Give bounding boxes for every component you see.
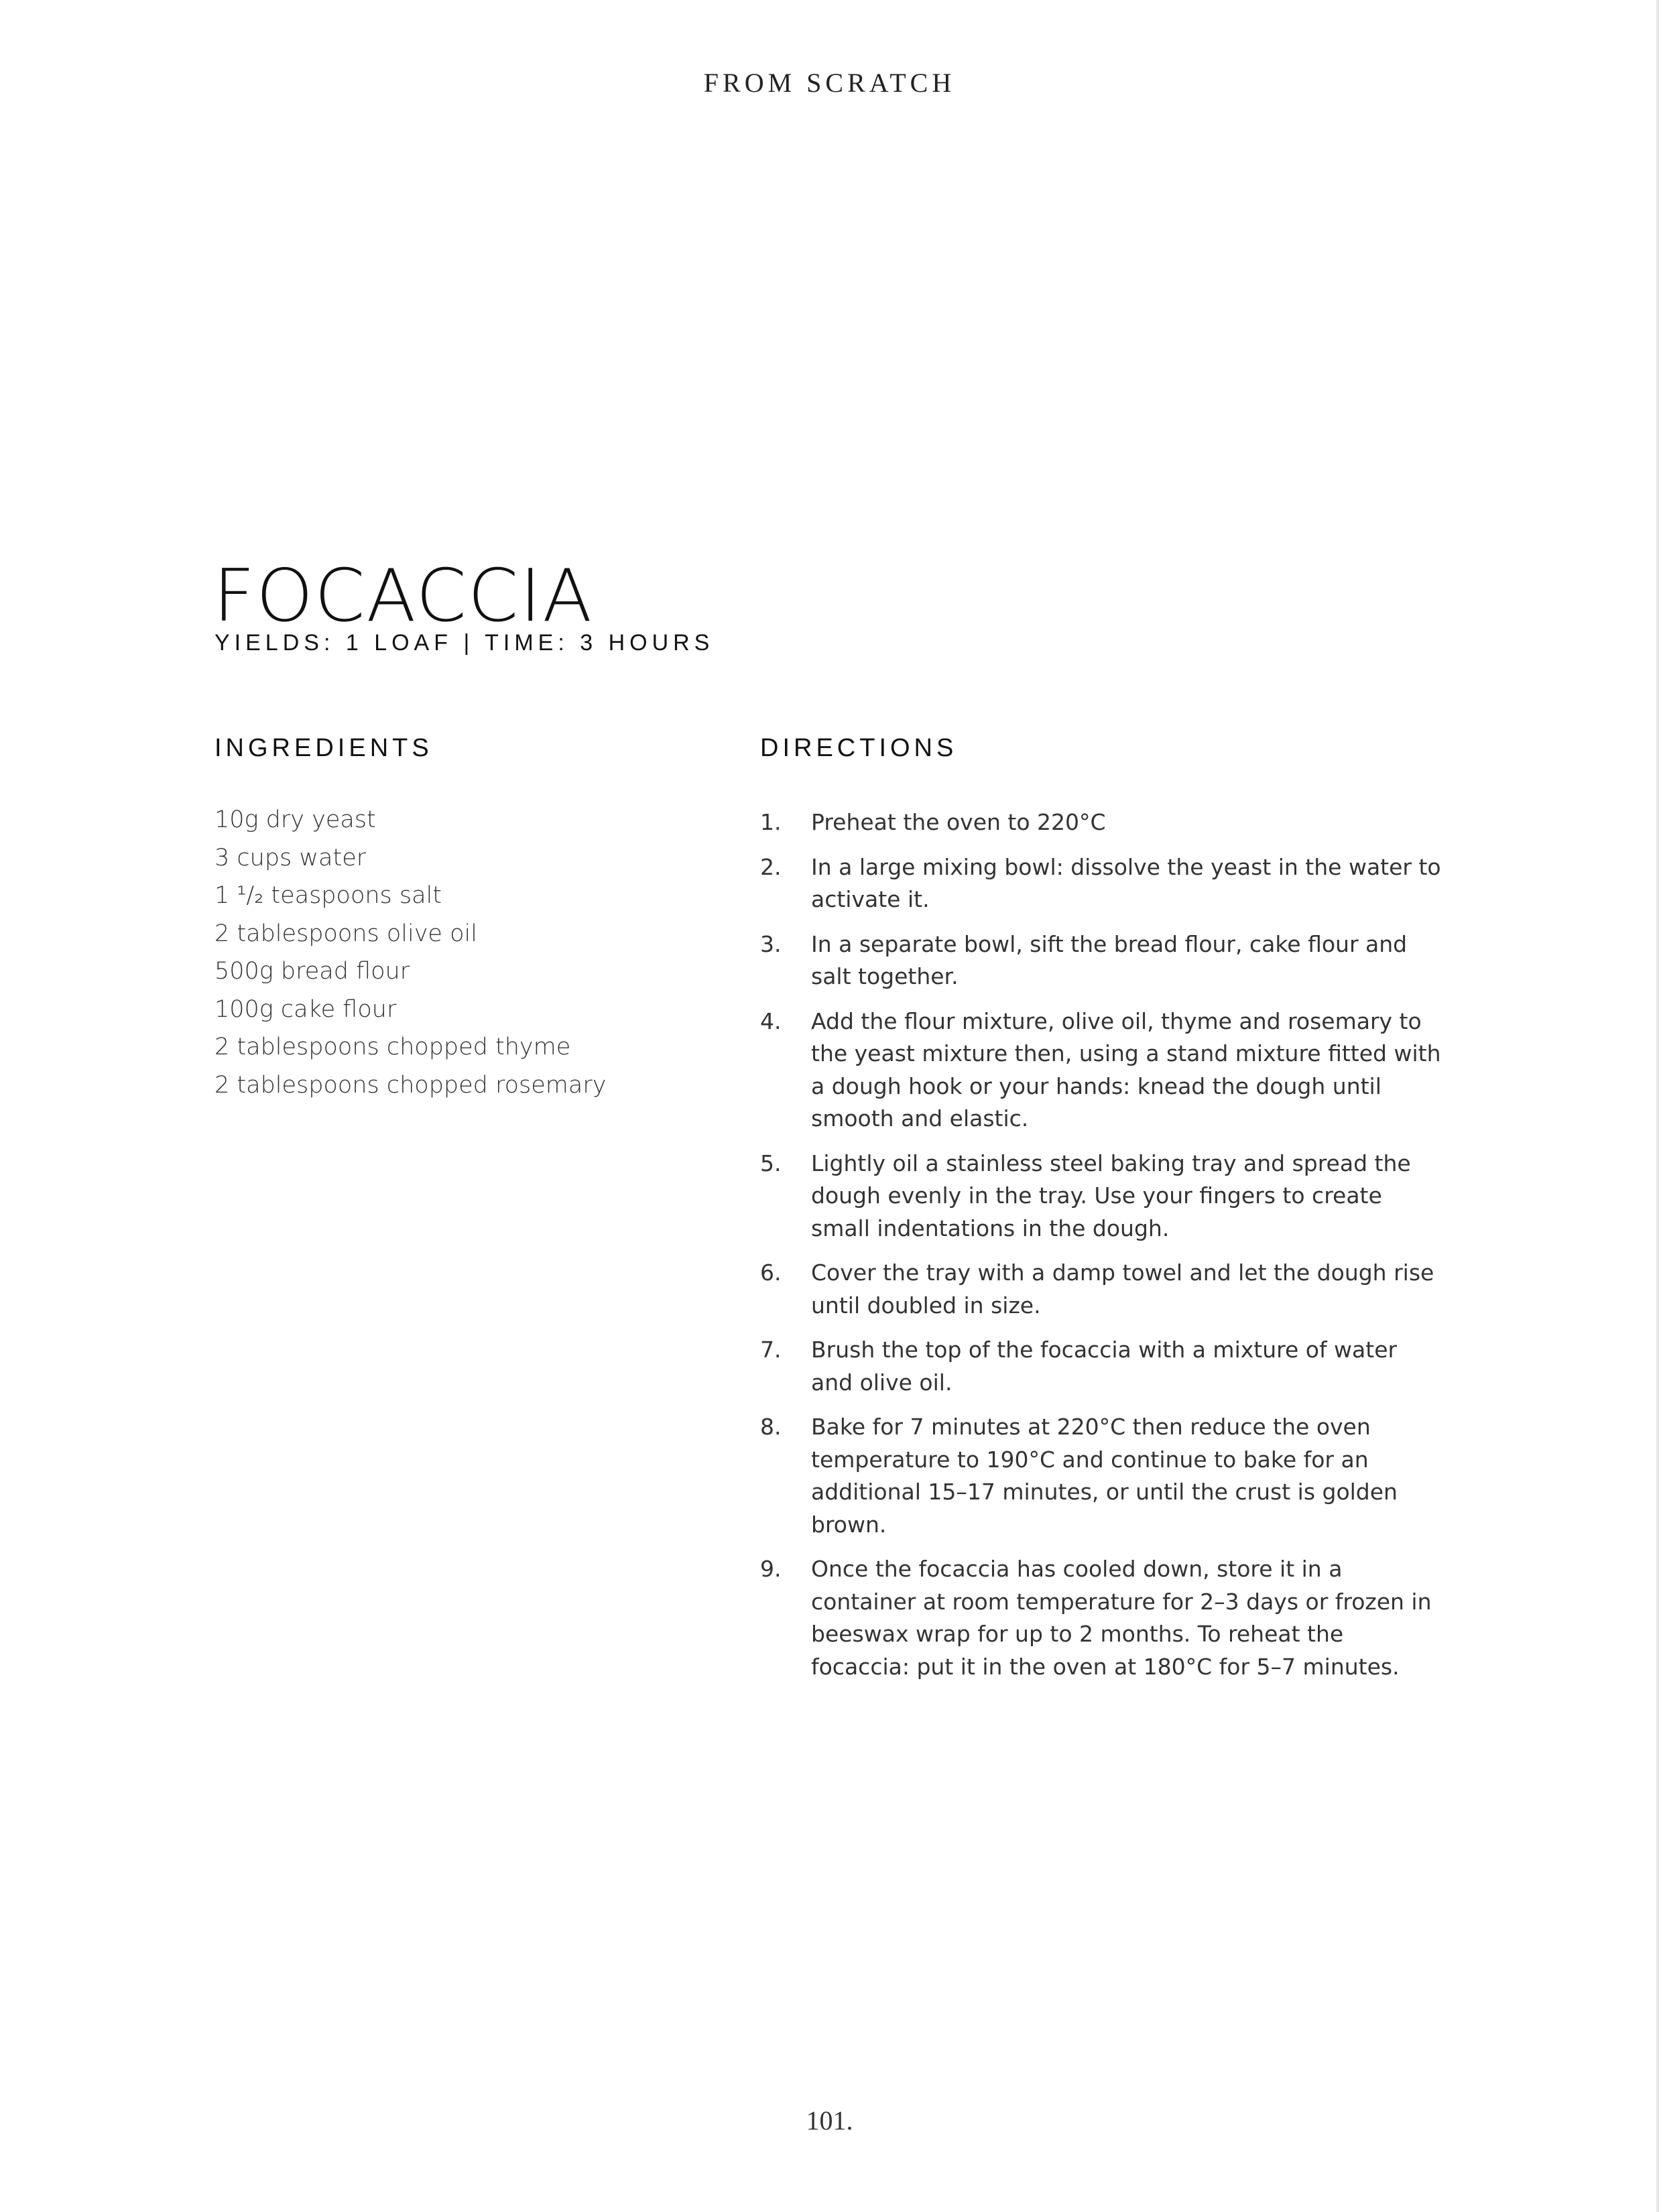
direction-step: [760, 1148, 1444, 1245]
recipe-yield-time: YIELDS: 1 LOAF | TIME: 3 HOURS: [214, 630, 715, 656]
ingredient-item: 2 tablespoons chopped rosemary: [214, 1071, 607, 1099]
ingredient-item: 2 tablespoons chopped thyme: [214, 1034, 571, 1060]
running-head: FROM SCRATCH: [703, 68, 956, 98]
direction-step: [760, 1411, 1444, 1541]
direction-step: [760, 1553, 1444, 1683]
direction-step: [760, 1005, 1444, 1135]
step-number: 3.: [760, 930, 782, 957]
step-number: 8.: [760, 1414, 782, 1440]
step-number: 5.: [760, 1150, 782, 1176]
direction-step: [760, 928, 1444, 993]
step-text: In a separate bowl, sift the bread flour, cake flour and salt together.: [811, 930, 1408, 989]
step-number: 7.: [760, 1337, 782, 1363]
direction-step: [760, 806, 1444, 839]
directions-heading: DIRECTIONS: [760, 734, 958, 762]
step-text: Bake for 7 minutes at 220°C then reduce the oven temperature to 190°C and continue to bake for an additional 15–17 minutes, or until the crust is golden brown.: [811, 1414, 1398, 1538]
step-number: 4.: [760, 1007, 782, 1034]
step-number: 9.: [760, 1556, 782, 1582]
page-number: 101.: [806, 2105, 853, 2136]
ingredients-heading: INGREDIENTS: [214, 734, 433, 762]
ingredients-list: [214, 801, 724, 1104]
step-text: Preheat the oven to 220°C: [811, 809, 1106, 835]
page-edge: [1656, 0, 1659, 2212]
step-text: Lightly oil a stainless steel baking tray and spread the dough evenly in the tray. Use your fingers to create small indentations in the dough.: [811, 1150, 1411, 1241]
step-text: Cover the tray with a damp towel and let the dough rise until doubled in size.: [811, 1259, 1434, 1318]
step-number: 2.: [760, 853, 782, 880]
direction-step: [760, 1257, 1444, 1322]
step-text: Once the focaccia has cooled down, store it in a container at room temperature for 2–3 days or frozen in beeswax wrap for up to 2 months. To reheat the focaccia: put it in the oven at 180°C for 5–7 minutes.: [811, 1556, 1432, 1680]
step-text: Add the flour mixture, olive oil, thyme and rosemary to the yeast mixture then, using a stand mixture fitted with a dough hook or your hands: knead the dough until smooth and elastic.: [811, 1007, 1441, 1131]
step-text: In a large mixing bowl: dissolve the yeast in the water to activate it.: [811, 853, 1441, 912]
step-number: 6.: [760, 1259, 782, 1286]
ingredient-item: 100g cake flour: [214, 995, 397, 1023]
step-text: Brush the top of the focaccia with a mixture of water and olive oil.: [811, 1337, 1398, 1396]
directions-list: [760, 806, 1444, 1695]
ingredient-item: 500g bread flour: [214, 958, 410, 985]
ingredient-item: 10g dry yeast: [214, 806, 376, 833]
ingredient-item: 2 tablespoons olive oil: [214, 920, 477, 947]
recipe-title: FOCACCIA: [213, 554, 594, 638]
step-number: 1.: [760, 809, 782, 835]
direction-step: [760, 1334, 1444, 1399]
ingredient-item: 1 ¹/₂ teaspoons salt: [214, 882, 442, 909]
ingredient-item: 3 cups water: [214, 844, 367, 871]
direction-step: [760, 851, 1444, 916]
